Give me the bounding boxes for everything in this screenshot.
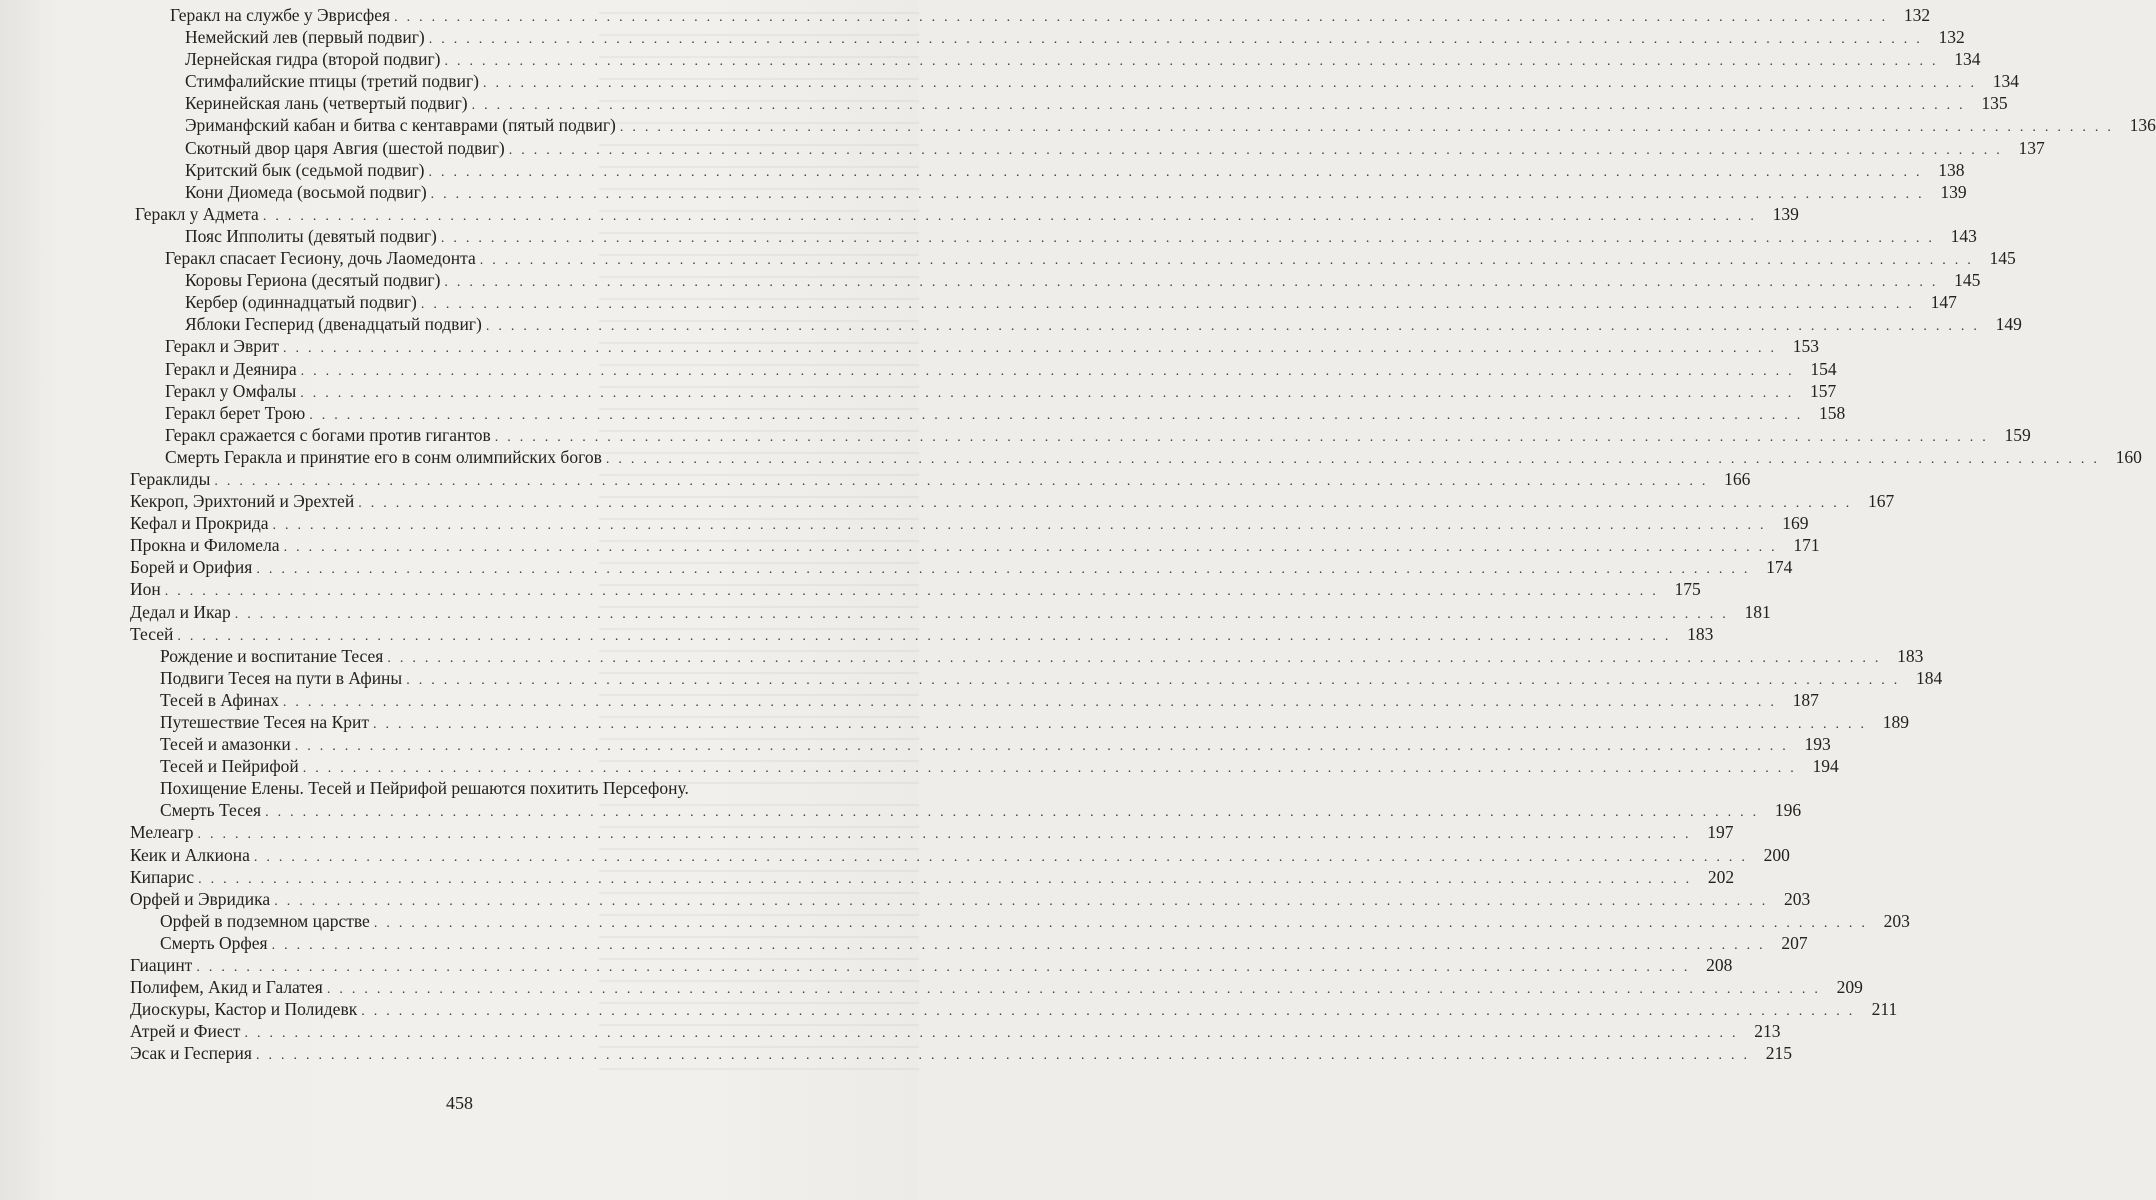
- dot-leader: ........................................................................................................................: [373, 915, 1874, 931]
- toc-entry-page: 139: [1772, 203, 1799, 224]
- toc-entry-page: 169: [1782, 513, 1809, 534]
- toc-entry-title: Рождение и воспитание Тесея: [160, 645, 384, 666]
- toc-entry-page: 207: [1781, 932, 1808, 953]
- toc-entry[interactable]: [130, 1042, 1792, 1064]
- toc-entry-page: 145: [1954, 270, 1981, 291]
- toc-entry-page: 197: [1707, 822, 1734, 843]
- toc-entry-title: Геракл на службе у Эврисфея: [170, 5, 391, 25]
- toc-entry[interactable]: [130, 556, 1793, 578]
- toc-entry[interactable]: [130, 335, 1819, 357]
- dot-leader: ........................................................................................................................: [196, 960, 1697, 976]
- dot-leader: ........................................................................................................................: [262, 208, 1763, 224]
- toc-entry-title: Кипарис: [130, 866, 195, 887]
- toc-entry-title: Гиацинт: [130, 955, 193, 976]
- toc-entry-page: 183: [1687, 623, 1714, 644]
- dot-leader: ........................................................................................................................: [479, 253, 1980, 269]
- toc-entry[interactable]: [130, 468, 1751, 490]
- toc-entry-page: 136: [2129, 115, 2156, 136]
- toc-entry[interactable]: [130, 888, 1811, 910]
- toc-entry-page: 175: [1674, 579, 1701, 600]
- toc-entry-title: Тесей в Афинах: [160, 689, 279, 710]
- dot-leader: ........................................................................................................................: [444, 275, 1945, 291]
- toc-entry-title: Геракл и Деянира: [165, 358, 297, 379]
- toc-entry[interactable]: [130, 114, 2156, 136]
- toc-entry[interactable]: [130, 512, 1809, 534]
- toc-entry-title: Кербер (одиннадцатый подвиг): [185, 292, 417, 313]
- toc-entry-title: Лернейская гидра (второй подвиг): [185, 49, 441, 70]
- dot-leader: ........................................................................................................................: [471, 98, 1972, 114]
- toc-entry-title: Борей и Орифия: [130, 557, 253, 578]
- toc-entry[interactable]: [130, 380, 1837, 402]
- dot-leader: ........................................................................................................................: [197, 827, 1698, 843]
- toc-entry[interactable]: [130, 159, 1965, 181]
- toc-entry-title: Мелеагр: [130, 822, 194, 843]
- toc-entry[interactable]: [130, 137, 2045, 159]
- dot-leader: ........................................................................................................................: [619, 120, 2120, 136]
- toc-entry-page: 202: [1707, 866, 1735, 887]
- toc-entry-title: Орфей и Эвридика: [130, 888, 271, 909]
- toc-entry-page: 187: [1792, 689, 1819, 710]
- dot-leader: ........................................................................................................................: [302, 761, 1803, 777]
- toc-entry-page: 132: [1903, 5, 1931, 25]
- toc-entry-title: Кони Диомеда (восьмой подвиг): [185, 181, 427, 202]
- toc-entry-page: 139: [1940, 181, 1967, 202]
- toc-entry[interactable]: [130, 844, 1790, 866]
- dot-leader: ........................................................................................................................: [272, 518, 1773, 534]
- toc-entry[interactable]: [130, 490, 1895, 512]
- toc-entry[interactable]: [130, 601, 1771, 623]
- toc-entry-page: 159: [2004, 424, 2031, 445]
- toc-entry-page: 194: [1812, 756, 1839, 777]
- toc-entry-title: Прокна и Филомела: [130, 535, 280, 556]
- toc-entry[interactable]: [130, 667, 1943, 689]
- toc-entry-title: Смерть Орфея: [160, 932, 268, 953]
- toc-entry[interactable]: [130, 976, 1863, 998]
- page-number: 458: [446, 1093, 473, 1113]
- toc-entry-title: Атрей и Фиест: [130, 1021, 241, 1042]
- toc-entry-page: 200: [1763, 844, 1790, 865]
- toc-entry-title: Полифем, Акид и Галатея: [130, 977, 323, 998]
- toc-entry-title: Геракл у Адмета: [135, 203, 259, 224]
- toc-entry-page: 147: [1930, 292, 1957, 313]
- toc-entry[interactable]: [130, 269, 1981, 291]
- toc-entry-title: Стимфалийские птицы (третий подвиг): [185, 71, 480, 92]
- toc-entry-page: 196: [1774, 800, 1802, 821]
- toc-entry[interactable]: [130, 623, 1714, 645]
- toc-entry-page: 138: [1938, 159, 1965, 180]
- dot-leader: ........................................................................................................................: [256, 562, 1757, 578]
- dot-leader: ........................................................................................................................: [394, 10, 1895, 25]
- toc-entry-title: Гераклиды: [130, 468, 211, 489]
- dot-leader: ........................................................................................................................: [300, 385, 1801, 401]
- toc-entry-title: Эриманфский кабан и битва с кентаврами (пятый подвиг): [185, 115, 616, 136]
- toc-entry-page: 193: [1804, 734, 1831, 755]
- dot-leader: ........................................................................................................................: [428, 164, 1929, 180]
- toc-entry-page: 183: [1897, 645, 1924, 666]
- toc-entry-page: 181: [1744, 601, 1771, 622]
- toc-entry-page: 167: [1867, 491, 1895, 512]
- toc-entry-page: 143: [1950, 225, 1977, 246]
- dot-leader: ........................................................................................................................: [244, 1026, 1745, 1042]
- dot-leader: ........................................................................................................................: [309, 407, 1810, 423]
- toc-entry-page: 160: [2115, 446, 2142, 467]
- toc-entry[interactable]: [130, 48, 1981, 70]
- dot-leader: ........................................................................................................................: [177, 628, 1678, 644]
- toc-entry[interactable]: [130, 446, 2142, 468]
- toc-entry[interactable]: [130, 821, 1734, 843]
- toc-entry-page: 189: [1882, 712, 1910, 732]
- dot-leader: ........................................................................................................................: [294, 739, 1795, 755]
- toc-entry[interactable]: [130, 247, 2016, 269]
- toc-entry-page: 213: [1754, 1021, 1781, 1042]
- dot-leader: ........................................................................................................................: [420, 297, 1921, 313]
- toc-entry-page: 203: [1883, 910, 1910, 931]
- dot-leader: ........................................................................................................................: [494, 429, 1995, 445]
- toc-entry-title: Тесей: [130, 623, 174, 644]
- toc-entry[interactable]: [130, 645, 1924, 667]
- toc-entry[interactable]: [130, 26, 1965, 48]
- toc-entry-title: Геракл сражается с богами против гигантов: [165, 424, 491, 445]
- toc-entry-page: 209: [1836, 977, 1863, 998]
- toc-entry[interactable]: [130, 578, 1701, 600]
- toc-entry-title: Геракл у Омфалы: [165, 380, 297, 401]
- dot-leader: ........................................................................................................................: [282, 694, 1783, 710]
- dot-leader: ........................................................................................................................: [283, 540, 1784, 556]
- dot-leader: ........................................................................................................................: [300, 363, 1801, 379]
- dot-leader: ........................................................................................................................: [428, 32, 1929, 48]
- dot-leader: ........................................................................................................................: [326, 982, 1827, 998]
- toc-entry-title: Критский бык (седьмой подвиг): [185, 159, 425, 180]
- dot-leader: ........................................................................................................................: [440, 230, 1941, 246]
- dot-leader: ........................................................................................................................: [508, 142, 2009, 158]
- toc-entry[interactable]: [130, 1020, 1781, 1042]
- dot-leader: ........................................................................................................................: [283, 341, 1783, 357]
- toc-entry-title: Орфей в подземном царстве: [160, 910, 370, 931]
- toc-entry-page: 208: [1706, 955, 1733, 976]
- dot-leader: ........................................................................................................................: [253, 849, 1754, 865]
- toc-entry-title: Немейский лев (первый подвиг): [185, 27, 425, 48]
- toc-entry-page: 211: [1871, 999, 1898, 1020]
- toc-entry[interactable]: [130, 4, 1931, 26]
- toc-entry-page: 153: [1792, 336, 1819, 357]
- dot-leader: ........................................................................................................................: [265, 805, 1766, 821]
- toc-entry[interactable]: [130, 291, 1957, 313]
- dot-leader: ........................................................................................................................: [605, 451, 2106, 467]
- toc-entry-title: Керинейская лань (четвертый подвиг): [185, 93, 468, 114]
- toc-entry-page: 171: [1793, 535, 1820, 556]
- toc-entry[interactable]: [130, 424, 2031, 446]
- dot-leader: ........................................................................................................................: [361, 1004, 1862, 1020]
- toc-entry-title: Кекроп, Эрихтоний и Эрехтей: [130, 491, 355, 512]
- toc-entry-title: Геракл и Эврит: [165, 336, 279, 357]
- toc-entry-page: 132: [1938, 27, 1965, 48]
- toc-entry-page: 215: [1765, 1043, 1792, 1064]
- dot-leader: ........................................................................................................................: [255, 1048, 1756, 1064]
- dot-leader: ........................................................................................................................: [358, 496, 1859, 512]
- toc-entry-title: Геракл берет Трою: [165, 402, 306, 423]
- toc-entry-title: Тесей и Пейрифой: [160, 756, 299, 777]
- toc-entry[interactable]: [130, 689, 1819, 711]
- toc-entry[interactable]: [130, 866, 1735, 888]
- toc-entry[interactable]: [130, 402, 1846, 424]
- toc-entry-title: Подвиги Тесея на пути в Афины: [160, 667, 403, 688]
- toc-entry-page: 135: [1981, 93, 2008, 114]
- dot-leader: ........................................................................................................................: [234, 606, 1735, 622]
- toc-entry[interactable]: [130, 358, 1837, 380]
- dot-leader: ........................................................................................................................: [444, 54, 1945, 70]
- toc-entry-page: 157: [1810, 380, 1837, 401]
- toc-entry-title: Путешествие Тесея на Крит: [160, 712, 370, 732]
- dot-leader: ........................................................................................................................: [387, 650, 1888, 666]
- toc-entry-page: 166: [1724, 468, 1751, 489]
- toc-entry-title: Тесей и амазонки: [160, 734, 291, 755]
- toc-entry-title: Яблоки Гесперид (двенадцатый подвиг): [185, 314, 482, 335]
- toc-entry[interactable]: [130, 954, 1733, 976]
- toc-entry[interactable]: [130, 755, 1839, 777]
- dot-leader: ........................................................................................................................: [485, 319, 1986, 335]
- toc-entry-title: Кеик и Алкиона: [130, 844, 250, 865]
- toc-entry[interactable]: [130, 733, 1831, 755]
- toc-entry-title: Геракл спасает Гесиону, дочь Лаомедонта: [165, 248, 476, 269]
- toc-entry-title: Эсак и Гесперия: [130, 1043, 252, 1064]
- dot-leader: ........................................................................................................................: [198, 871, 1699, 887]
- toc-entry-page: 158: [1819, 402, 1846, 423]
- toc-entry[interactable]: [130, 181, 1967, 203]
- toc-entry[interactable]: [130, 998, 1898, 1020]
- toc-entry-page: 184: [1915, 667, 1943, 688]
- toc-entry[interactable]: [130, 313, 2022, 335]
- toc-entry[interactable]: [130, 910, 1910, 932]
- toc-entry[interactable]: [130, 92, 2008, 114]
- toc-entry[interactable]: [130, 225, 1977, 247]
- toc-entry-title: Кефал и Прокрида: [130, 513, 269, 534]
- toc-entry-page: 134: [1954, 49, 1981, 70]
- toc-entry[interactable]: [130, 203, 1799, 225]
- toc-entry[interactable]: [130, 799, 1802, 821]
- toc-entry[interactable]: [130, 534, 1820, 556]
- toc-entry[interactable]: [130, 711, 1910, 733]
- toc-entry-page: 134: [1992, 71, 2020, 92]
- toc-entry-title: Похищение Елены. Тесей и Пейрифой решаются похитить Персефону.: [160, 778, 689, 799]
- dot-leader: ........................................................................................................................: [373, 717, 1874, 732]
- toc-entry-page: 137: [2018, 137, 2045, 158]
- toc-entry-title: Скотный двор царя Авгия (шестой подвиг): [185, 137, 505, 158]
- dot-leader: ........................................................................................................................: [406, 672, 1907, 688]
- toc-entry-title: Пояс Ипполиты (девятый подвиг): [185, 225, 437, 246]
- toc-entry-title: Дедал и Икар: [130, 601, 231, 622]
- toc-entry[interactable]: [130, 932, 1808, 954]
- dot-leader: ........................................................................................................................: [430, 186, 1931, 202]
- toc-entry-title: Диоскуры, Кастор и Полидевк: [130, 999, 358, 1020]
- dot-leader: ........................................................................................................................: [214, 473, 1715, 489]
- toc-entry-title: Смерть Геракла и принятие его в сонм олимпийских богов: [165, 446, 602, 467]
- toc-entry[interactable]: [130, 70, 2020, 92]
- toc-entry-page: 154: [1810, 358, 1837, 379]
- toc-entry-page: 174: [1766, 557, 1793, 578]
- toc-entry-title: Коровы Гериона (десятый подвиг): [185, 270, 441, 291]
- dot-leader: ........................................................................................................................: [274, 893, 1775, 909]
- dot-leader: ........................................................................................................................: [164, 584, 1665, 600]
- toc-entry-title: Ион: [130, 579, 161, 600]
- dot-leader: ........................................................................................................................: [483, 76, 1984, 92]
- table-of-contents: [130, 4, 2156, 1065]
- toc-entry-page: 145: [1989, 248, 2016, 269]
- toc-entry-page: 203: [1783, 888, 1811, 909]
- toc-entry-title: Смерть Тесея: [160, 800, 262, 821]
- dot-leader: ........................................................................................................................: [271, 937, 1772, 953]
- toc-entry-page: 149: [1995, 314, 2022, 335]
